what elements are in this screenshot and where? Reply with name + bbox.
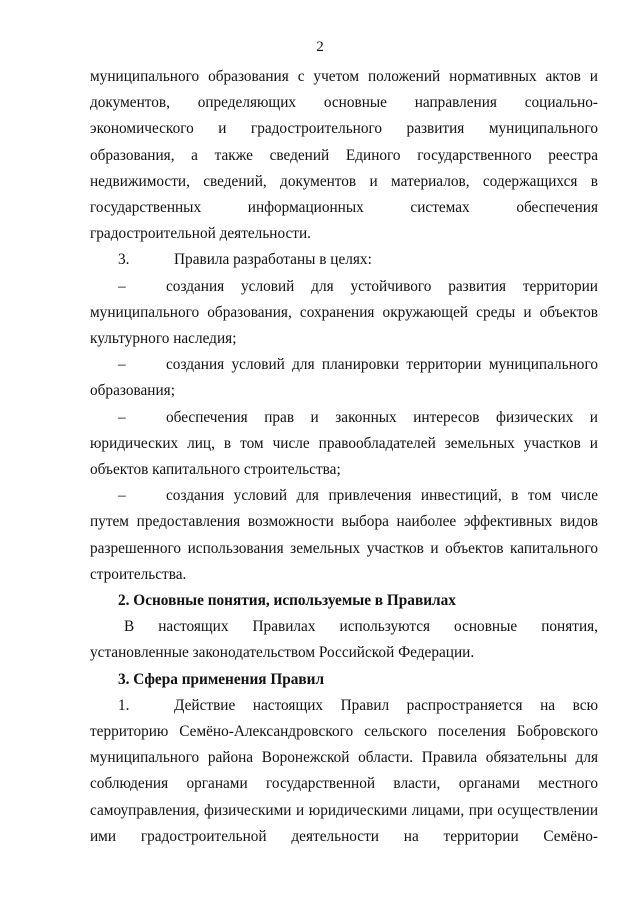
section-heading-2: 2. Основные понятия, используемые в Правилах <box>118 592 456 610</box>
dash-item-text: обеспечения прав и законных интересов физических и юридических лиц, в том числе правообладателей земельных участков и объектов капитального строительства; <box>90 408 598 479</box>
list-item-number: 3. <box>118 251 130 269</box>
dash-bullet: – <box>118 487 126 505</box>
dash-item-text: создания условий для устойчивого развития территории муниципального образования, сохранения окружающей среды и объектов культурного наследия; <box>90 277 598 348</box>
dash-item-text: создания условий для планировки территории муниципального образования; <box>90 356 598 400</box>
dash-item-1 <box>90 274 598 353</box>
dash-item-4 <box>90 483 598 588</box>
page-number: 2 <box>316 39 324 55</box>
list-item-number: 1. <box>118 696 130 714</box>
paragraph-definitions: В настоящих Правилах используются основные понятия, установленные законодательством Российской Федерации. <box>90 618 598 662</box>
dash-item-3 <box>90 405 598 484</box>
list-item-3 <box>90 247 598 273</box>
dash-item-2 <box>90 352 598 404</box>
dash-bullet: – <box>118 356 126 374</box>
list-item-text: Правила разработаны в целях: <box>174 251 372 269</box>
dash-item-text: создания условий для привлечения инвестиций, в том числе путем предоставления возможности выбора наиболее эффективных видов разрешенного использования земельных участков и объектов капитального строительства. <box>90 487 598 583</box>
list-item-text: Действие настоящих Правил распространяется на всю территорию Семёно-Александровского сельского поселения Бобровского муниципального района Воронежской области. Правила обязательны для соблюдения органами государственной власти, органами местного самоуправления, физическими и юридическими лицами, при осуществлении ими градостроительной деятельности на территории Семёно- <box>90 696 598 845</box>
dash-bullet: – <box>118 408 126 426</box>
list-item-1 <box>90 693 598 850</box>
paragraph-intro: муниципального образования с учетом положений нормативных актов и документов, определяющих основные направления социально-экономического и градостроительного развития муниципального образования, а также сведений Единого государственного реестра недвижимости, сведений, документов и материалов, содержащихся в государственных информационных системах обеспечения градостроительной деятельности. <box>90 68 598 243</box>
document-body <box>90 64 598 850</box>
dash-bullet: – <box>118 277 126 295</box>
section-heading-3: 3. Сфера применения Правил <box>118 670 325 688</box>
